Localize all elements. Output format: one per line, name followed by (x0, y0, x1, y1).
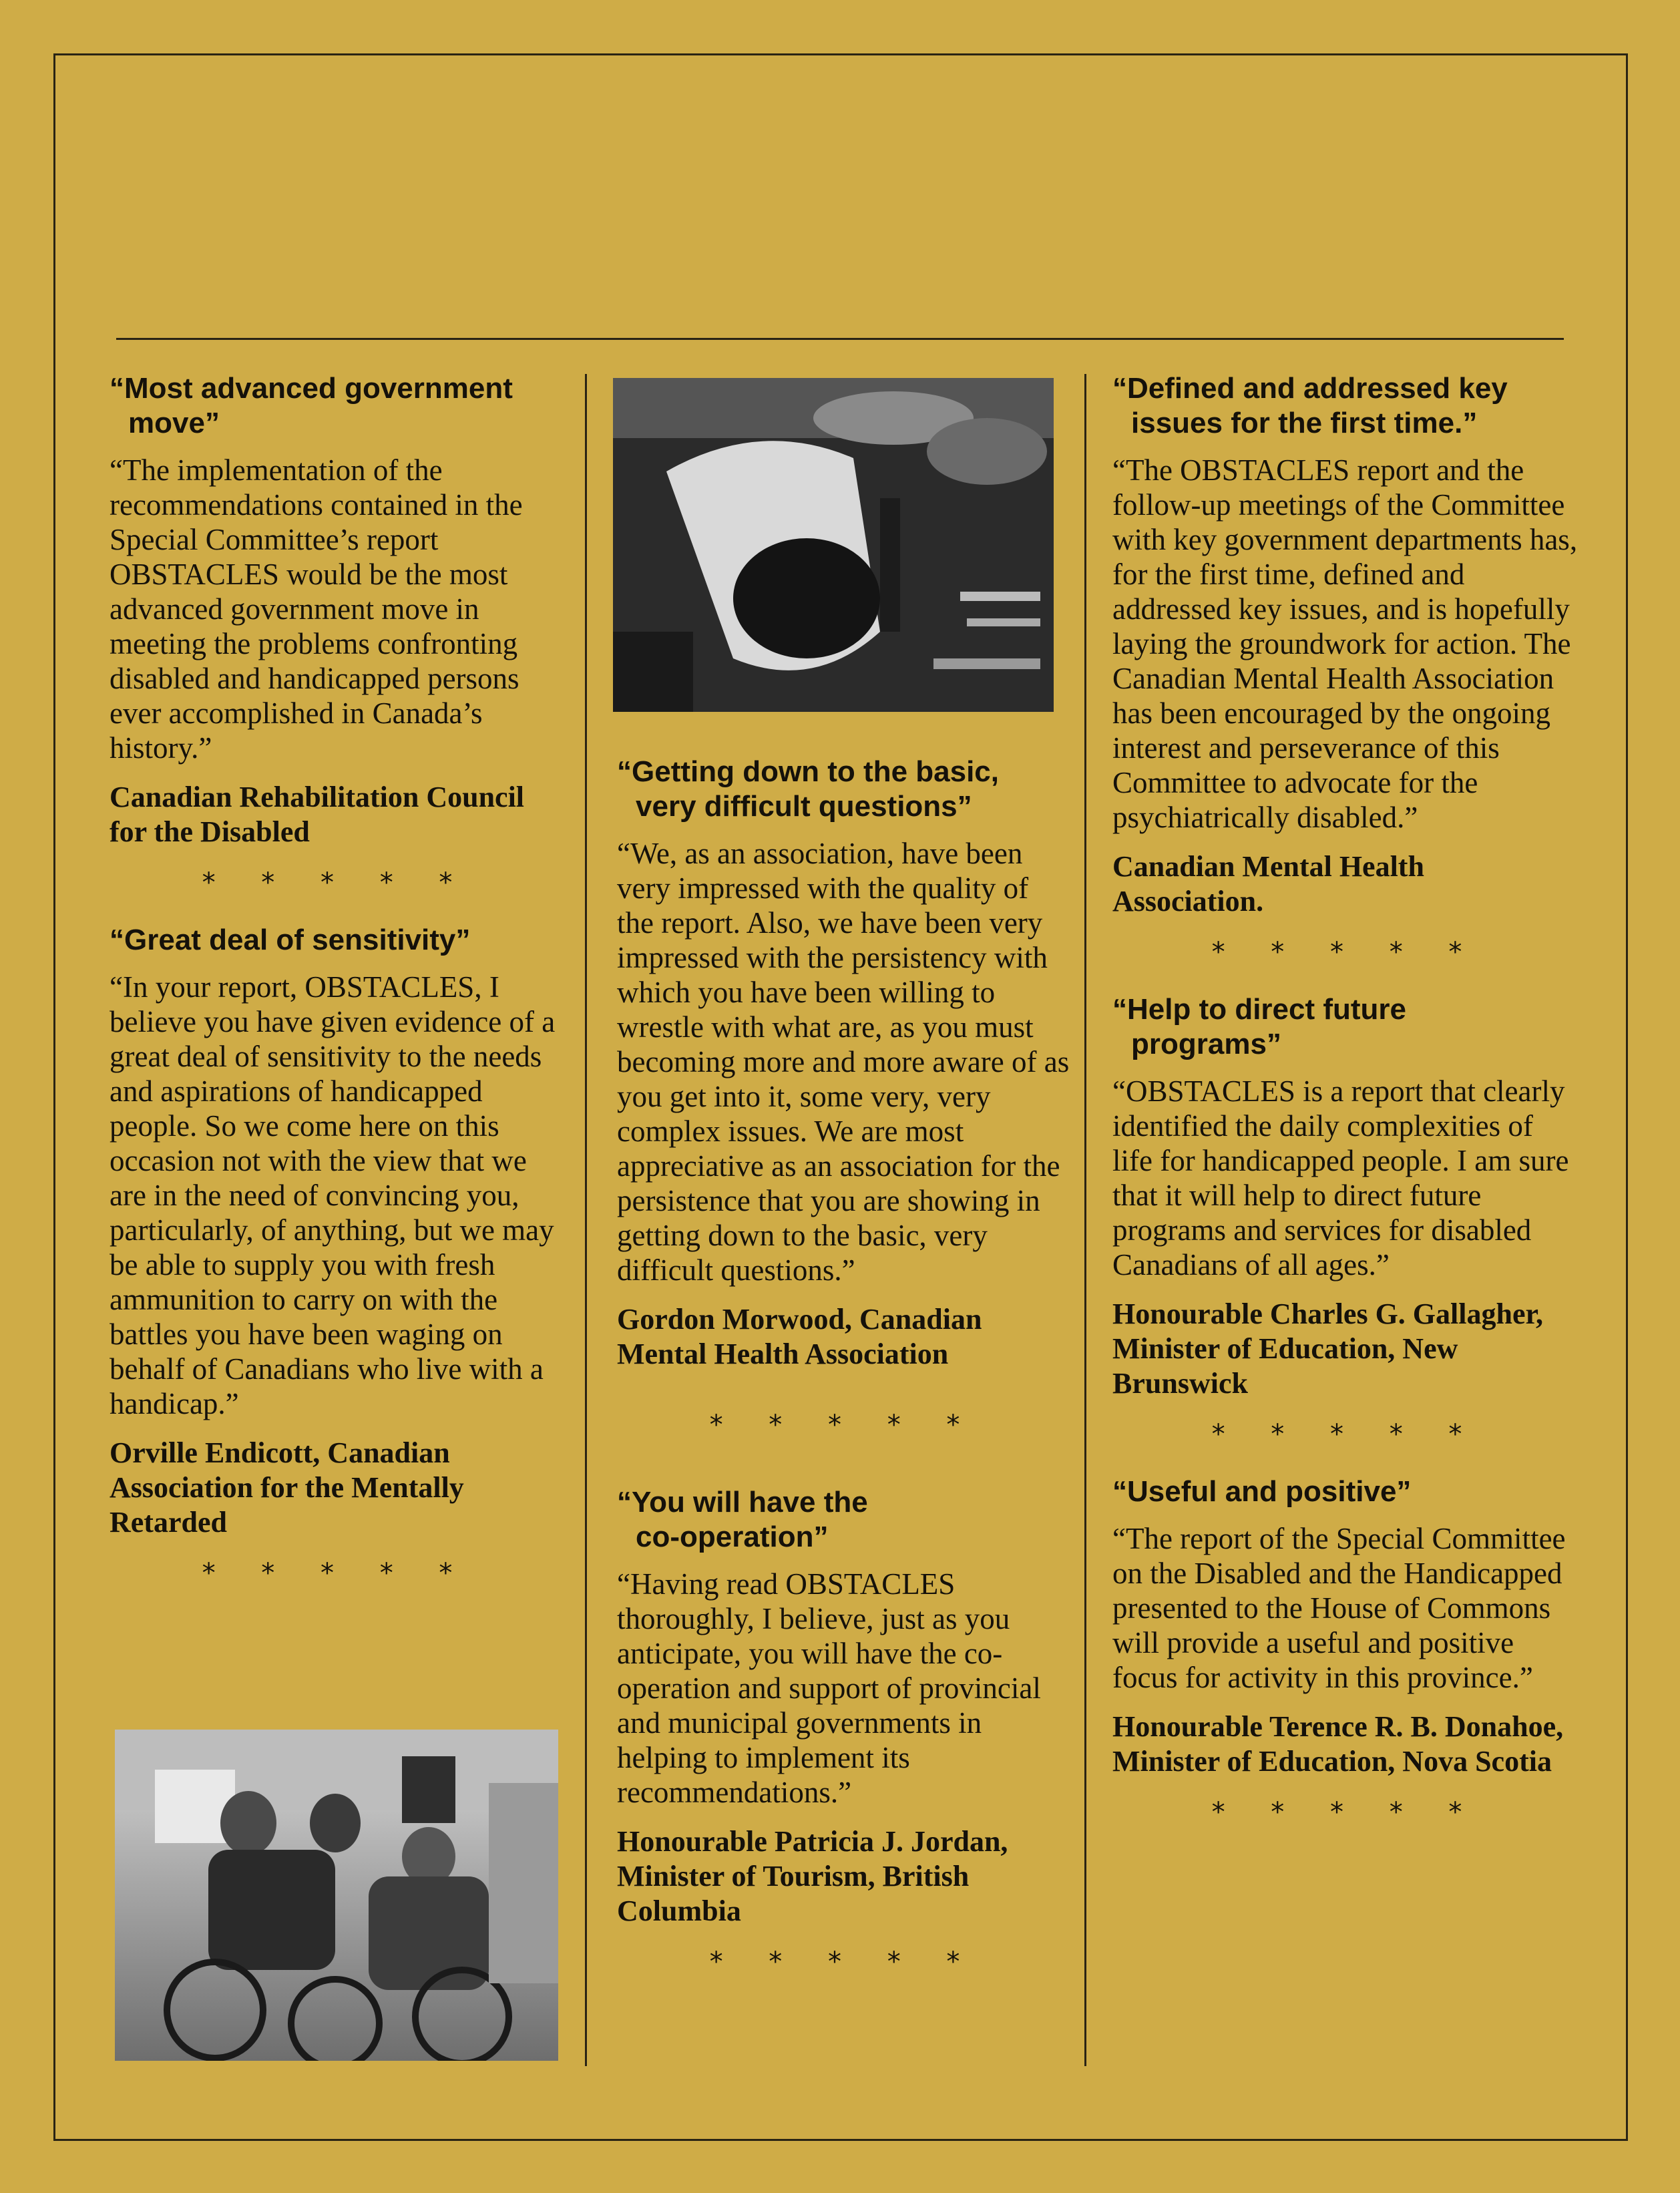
column-divider-right (1084, 374, 1086, 2066)
quote-body: “The report of the Special Committee on the Disabled and the Handicapped presented to the House of Commons will provide a useful and positive focus for activity in this province.” (1112, 1522, 1566, 1694)
heading-line: “Useful and positive” (1112, 1475, 1412, 1508)
quote-body: “We, as an association, have been very impressed with the quality of the report. Also, we have been very impressed with the persistency with which you have been willing to wrestle with what are, as you must becoming more and more aware of as you get into it, some very, very complex issues. We are most appreciative as an association for the persistence that you are showing in getting down to the basic, very difficult questions.” (617, 837, 1070, 1287)
column-1 (110, 371, 564, 1613)
quote-attribution: Canadian Mental Health Association. (1112, 850, 1424, 918)
heading-line: issues for the first time.” (1131, 407, 1478, 439)
quote-body: “In your report, OBSTACLES, I believe you have given evidence of a great deal of sensitivity to the needs and aspirations of handicapped people. So we come here on this occasion not with the view that we are in the need of convincing you, particularly, of anything, but we may be able to supply you with fresh ammunition to carry on with the battles you have been waging on behalf of Canadians who live with a handicap.” (110, 970, 556, 1420)
heading-line: programs” (1131, 1028, 1281, 1060)
quote-attribution: Honourable Terence R. B. Donahoe, Minister of Education, Nova Scotia (1112, 1710, 1564, 1778)
quote-attribution: Canadian Rehabilitation Council for the Disabled (110, 781, 525, 848)
quote-heading (1112, 992, 1580, 1062)
quote-body: “The implementation of the recommendations contained in the Special Committee’s report OBSTACLES would be the most advanced government move in meeting the problems confronting disabled and handicapped persons ever accomplished in Canada’s history.” (110, 453, 523, 765)
column-divider-left (585, 374, 587, 2066)
heading-line: “Help to direct future (1112, 993, 1407, 1026)
quote-body: “The OBSTACLES report and the follow-up meetings of the Committee with key government departments has, for the first time, defined and addressed key issues, and is hopefully laying the groundwork for action. The Canadian Mental Health Association has been encouraged by the ongoing interest and perseverance of this Committee to advocate for the psychiatrically disabled.” (1112, 453, 1578, 834)
quote-body: “Having read OBSTACLES thoroughly, I believe, just as you anticipate, you will have the co-operation and support of provincial and municipal governments in helping to implement its recommendations.” (617, 1567, 1041, 1809)
photo-prosthetic-workshop (613, 378, 1054, 712)
heading-line: “Getting down to the basic, (617, 755, 999, 788)
quote-heading (1112, 1474, 1580, 1509)
quote-heading (110, 371, 564, 441)
separator-stars: * * * * * (202, 1558, 471, 1589)
photo-image (613, 378, 1054, 712)
separator-stars: * * * * * (1211, 937, 1481, 968)
quote-heading (617, 1485, 1071, 1555)
quote-heading (617, 755, 1071, 824)
quote-heading (1112, 371, 1580, 441)
top-rule (116, 338, 1564, 340)
heading-line: “Defined and addressed key (1112, 372, 1508, 405)
quote-attribution: Honourable Patricia J. Jordan, Minister of Tourism, British Columbia (617, 1825, 1008, 1927)
heading-line: “You will have the (617, 1486, 868, 1519)
heading-line: “Great deal of sensitivity” (110, 924, 471, 956)
heading-line: very difficult questions” (636, 790, 972, 823)
heading-line: co-operation” (636, 1521, 829, 1553)
quote-attribution: Honourable Charles G. Gallagher, Minister of Education, New Brunswick (1112, 1298, 1543, 1400)
separator-stars: * * * * * (1211, 1797, 1481, 1828)
photo-image (115, 1730, 558, 2061)
column-2 (617, 755, 1071, 2002)
separator-stars: * * * * * (202, 867, 471, 898)
heading-line: “Most advanced government (110, 372, 513, 405)
separator-stars: * * * * * (709, 1947, 979, 1977)
quote-heading (110, 923, 564, 958)
photo-wheelchair-meeting (115, 1730, 558, 2061)
quote-attribution: Orville Endicott, Canadian Association for the Mentally Retarded (110, 1436, 464, 1539)
quote-attribution: Gordon Morwood, Canadian Mental Health Association (617, 1303, 982, 1370)
column-3 (1112, 371, 1580, 1852)
quote-body: “OBSTACLES is a report that clearly identified the daily complexities of life for handicapped people. I am sure that it will help to direct future programs and services for disabled Canadians of all ages.” (1112, 1074, 1569, 1281)
separator-stars: * * * * * (1211, 1419, 1481, 1450)
separator-stars: * * * * * (709, 1410, 979, 1440)
heading-line: move” (128, 407, 220, 439)
